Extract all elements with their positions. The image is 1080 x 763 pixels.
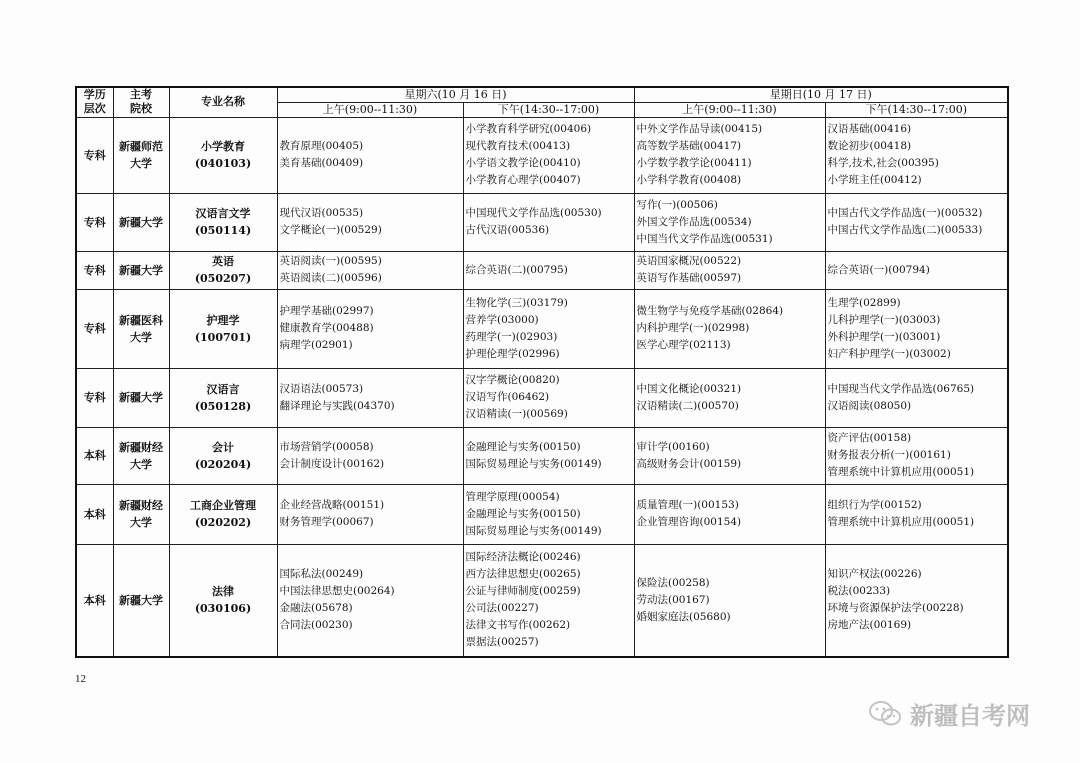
header-day-sunday: 星期日(10 月 17 日) bbox=[634, 87, 1008, 102]
school-name-line: 大学 bbox=[130, 157, 152, 170]
table-row bbox=[76, 251, 1008, 289]
major-name: 护理学 bbox=[206, 313, 240, 327]
subject-item: 内科护理学(一)(02998) bbox=[636, 322, 750, 334]
major-code: (050207) bbox=[194, 272, 252, 285]
subject-item: 西方法律思想史(00265) bbox=[465, 568, 581, 581]
watermark-text: 新疆自考网 bbox=[910, 702, 1030, 730]
subject-item: 保险法(00258) bbox=[636, 576, 710, 589]
school-name-line: 大学 bbox=[130, 457, 152, 471]
header-day-saturday: 星期六(10 月 16 日) bbox=[277, 87, 634, 102]
subject-item: 汉语阅读(08050) bbox=[827, 399, 912, 412]
cell-sat-pm-subjects bbox=[463, 193, 634, 251]
major-code: (050128) bbox=[194, 399, 252, 413]
cell-sun-am-subjects bbox=[634, 193, 825, 251]
subject-item: 汉语基础(00416) bbox=[827, 123, 912, 135]
subject-item: 现代汉语(00535) bbox=[279, 207, 364, 219]
subject-item: 管理系统中计算机应用(00051) bbox=[827, 516, 975, 528]
subject-item: 英语阅读(一)(00595) bbox=[279, 255, 382, 267]
cell-sun-pm-subjects bbox=[825, 193, 1008, 251]
cell-sun-am-subjects bbox=[634, 251, 825, 289]
subject-item: 婚姻家庭法(05680) bbox=[636, 610, 731, 623]
subject-item: 汉语写作(06462) bbox=[465, 391, 550, 403]
major-code: (050114) bbox=[194, 224, 252, 237]
subject-item: 公司法(00227) bbox=[465, 602, 539, 615]
subject-item: 企业经营战略(00151) bbox=[279, 499, 385, 511]
cell-sat-am-subjects bbox=[277, 544, 463, 657]
school-name-line: 新疆财经 bbox=[119, 440, 163, 454]
subject-item: 审计学(00160) bbox=[636, 440, 710, 453]
subject-item: 病理学(02901) bbox=[279, 339, 353, 351]
subject-item: 护理学基础(02997) bbox=[279, 305, 374, 317]
cell-level: 专科 bbox=[76, 117, 113, 193]
major-name: 小学教育 bbox=[201, 140, 245, 153]
cell-level: 专科 bbox=[76, 368, 113, 427]
subject-item: 翻译理论与实践(04370) bbox=[279, 399, 395, 412]
subject-item: 科学,技术,社会(00395) bbox=[827, 157, 939, 169]
subject-item: 国际贸易理论与实务(00149) bbox=[465, 524, 602, 537]
cell-school bbox=[113, 427, 169, 484]
table-row bbox=[76, 368, 1008, 427]
school-name-line: 新疆大学 bbox=[119, 593, 163, 607]
major-code: (020202) bbox=[194, 516, 252, 529]
table-row bbox=[76, 289, 1008, 368]
cell-school bbox=[113, 289, 169, 368]
subject-item: 国际私法(00249) bbox=[279, 568, 364, 581]
table-header bbox=[76, 87, 1008, 117]
subject-item: 高级财务会计(00159) bbox=[636, 457, 742, 470]
subject-item: 数论初步(00418) bbox=[827, 140, 912, 152]
cell-school bbox=[113, 544, 169, 657]
header-level: 学历 层次 bbox=[76, 87, 113, 117]
cell-school bbox=[113, 117, 169, 193]
cell-level: 专科 bbox=[76, 251, 113, 289]
subject-item: 财务管理学(00067) bbox=[279, 516, 374, 528]
table-row bbox=[76, 484, 1008, 544]
subject-item: 管理学原理(00054) bbox=[465, 490, 560, 503]
subject-item: 综合英语(一)(00794) bbox=[827, 263, 930, 276]
table-body bbox=[76, 117, 1008, 657]
subject-item: 小学教育科学研究(00406) bbox=[465, 123, 592, 135]
subject-item: 中国文化概论(00321) bbox=[636, 382, 742, 395]
cell-sun-am-subjects bbox=[634, 484, 825, 544]
cell-sun-am-subjects bbox=[634, 368, 825, 427]
subject-item: 质量管理(一)(00153) bbox=[636, 499, 739, 511]
cell-school bbox=[113, 251, 169, 289]
major-name: 会计 bbox=[212, 440, 234, 454]
subject-item: 法律文书写作(00262) bbox=[465, 619, 571, 632]
cell-sun-am-subjects bbox=[634, 427, 825, 484]
school-name-line: 新疆财经 bbox=[119, 499, 163, 512]
subject-item: 金融理论与实务(00150) bbox=[465, 440, 581, 453]
subject-item: 英语阅读(二)(00596) bbox=[279, 272, 382, 284]
subject-item: 环境与资源保护法学(00228) bbox=[827, 602, 964, 615]
major-code: (030106) bbox=[194, 602, 252, 616]
cell-level: 本科 bbox=[76, 427, 113, 484]
subject-item: 房地产法(00169) bbox=[827, 619, 912, 632]
school-name-line: 新疆大学 bbox=[119, 215, 163, 229]
cell-sun-am-subjects bbox=[634, 117, 825, 193]
subject-item: 国际经济法概论(00246) bbox=[465, 551, 581, 564]
cell-sun-pm-subjects bbox=[825, 289, 1008, 368]
cell-sun-pm-subjects bbox=[825, 251, 1008, 289]
school-name-line: 新疆大学 bbox=[119, 391, 163, 404]
cell-major bbox=[169, 289, 277, 368]
cell-major bbox=[169, 368, 277, 427]
cell-level: 本科 bbox=[76, 544, 113, 657]
major-name: 工商企业管理 bbox=[190, 499, 256, 512]
subject-item: 小学语文教学论(00410) bbox=[465, 157, 581, 169]
table-row bbox=[76, 544, 1008, 657]
cell-sun-am-subjects bbox=[634, 289, 825, 368]
subject-item: 微生物学与免疫学基础(02864) bbox=[636, 305, 784, 317]
subject-item: 劳动法(00167) bbox=[636, 593, 710, 606]
subject-item: 公证与律师制度(00259) bbox=[465, 585, 581, 598]
header-school: 主考 院校 bbox=[113, 87, 169, 117]
cell-sun-pm-subjects bbox=[825, 544, 1008, 657]
cell-sat-am-subjects bbox=[277, 251, 463, 289]
cell-sat-pm-subjects bbox=[463, 427, 634, 484]
cell-sun-pm-subjects bbox=[825, 368, 1008, 427]
subject-item: 中国法律思想史(00264) bbox=[279, 585, 395, 598]
subject-item: 中国古代文学作品选(二)(00533) bbox=[827, 224, 983, 236]
subject-item: 税法(00233) bbox=[827, 585, 891, 598]
subject-item: 综合英语(二)(00795) bbox=[465, 263, 568, 276]
subject-item: 教育原理(00405) bbox=[279, 140, 364, 152]
subject-item: 美育基础(00409) bbox=[279, 157, 364, 169]
subject-item: 中国古代文学作品选(一)(00532) bbox=[827, 207, 983, 219]
cell-level: 专科 bbox=[76, 193, 113, 251]
cell-school bbox=[113, 368, 169, 427]
subject-item: 小学数学教学论(00411) bbox=[636, 157, 752, 169]
school-name-line: 新疆师范 bbox=[119, 140, 163, 153]
subject-item: 生物化学(三)(03179) bbox=[465, 296, 568, 309]
header-major: 专业名称 bbox=[169, 87, 277, 117]
subject-item: 药理学(一)(02903) bbox=[465, 330, 558, 343]
subject-item: 管理系统中计算机应用(00051) bbox=[827, 466, 975, 478]
table-row bbox=[76, 193, 1008, 251]
cell-major bbox=[169, 117, 277, 193]
cell-sat-am-subjects bbox=[277, 484, 463, 544]
cell-sat-am-subjects bbox=[277, 193, 463, 251]
cell-sat-am-subjects bbox=[277, 289, 463, 368]
subject-item: 健康教育学(00488) bbox=[279, 322, 374, 334]
school-name-line: 新疆大学 bbox=[119, 263, 163, 277]
subject-item: 外国文学作品选(00534) bbox=[636, 215, 752, 228]
subject-item: 小学科学教育(00408) bbox=[636, 174, 742, 186]
subject-item: 汉语语法(00573) bbox=[279, 382, 364, 395]
subject-item: 生理学(02899) bbox=[827, 296, 901, 309]
school-name-line: 新疆医科 bbox=[119, 313, 163, 327]
page-number: 12 bbox=[75, 673, 86, 685]
cell-major bbox=[169, 544, 277, 657]
cell-level: 专科 bbox=[76, 289, 113, 368]
cell-sat-pm-subjects bbox=[463, 368, 634, 427]
subject-item: 古代汉语(00536) bbox=[465, 224, 550, 236]
subject-item: 资产评估(00158) bbox=[827, 432, 912, 444]
cell-school bbox=[113, 193, 169, 251]
cell-sun-am-subjects bbox=[634, 544, 825, 657]
subject-item: 外科护理学(一)(03001) bbox=[827, 330, 941, 343]
subject-item: 金融理论与实务(00150) bbox=[465, 507, 581, 520]
subject-item: 票据法(00257) bbox=[465, 636, 539, 649]
subject-item: 中国现当代文学作品选(06765) bbox=[827, 382, 975, 395]
cell-major bbox=[169, 427, 277, 484]
subject-item: 儿科护理学(一)(03003) bbox=[827, 313, 941, 326]
subject-item: 会计制度设计(00162) bbox=[279, 457, 385, 470]
subject-item: 文学概论(一)(00529) bbox=[279, 224, 382, 236]
major-name: 汉语言文学 bbox=[195, 207, 251, 220]
subject-item: 医学心理学(02113) bbox=[636, 339, 731, 351]
cell-sat-pm-subjects bbox=[463, 544, 634, 657]
school-name-line: 大学 bbox=[130, 330, 152, 344]
cell-sun-pm-subjects bbox=[825, 117, 1008, 193]
exam-schedule-table bbox=[75, 86, 1009, 658]
cell-sat-pm-subjects bbox=[463, 484, 634, 544]
major-code: (040103) bbox=[194, 157, 252, 170]
subject-item: 小学班主任(00412) bbox=[827, 174, 922, 186]
subject-item: 汉字学概论(00820) bbox=[465, 374, 560, 386]
subject-item: 知识产权法(00226) bbox=[827, 568, 922, 581]
major-name: 法律 bbox=[212, 585, 234, 599]
wechat-icon bbox=[868, 700, 902, 728]
table-row bbox=[76, 117, 1008, 193]
subject-item: 英语写作基础(00597) bbox=[636, 272, 742, 284]
subject-item: 企业管理咨询(00154) bbox=[636, 516, 742, 528]
table-row bbox=[76, 427, 1008, 484]
subject-item: 汉语精读(二)(00570) bbox=[636, 399, 739, 412]
subject-item: 护理伦理学(02996) bbox=[465, 347, 560, 360]
subject-item: 金融法(05678) bbox=[279, 602, 353, 615]
cell-sat-am-subjects bbox=[277, 427, 463, 484]
cell-sat-pm-subjects bbox=[463, 251, 634, 289]
subject-item: 高等数学基础(00417) bbox=[636, 140, 742, 152]
subject-item: 妇产科护理学(一)(03002) bbox=[827, 347, 951, 360]
cell-sat-pm-subjects bbox=[463, 117, 634, 193]
subject-item: 营养学(03000) bbox=[465, 313, 539, 326]
cell-sun-pm-subjects bbox=[825, 484, 1008, 544]
subject-item: 汉语精读(一)(00569) bbox=[465, 408, 568, 420]
subject-item: 中外文学作品导读(00415) bbox=[636, 123, 763, 135]
subject-item: 中国当代文学作品选(00531) bbox=[636, 232, 773, 245]
subject-item: 小学教育心理学(00407) bbox=[465, 174, 581, 186]
cell-major bbox=[169, 484, 277, 544]
subject-item: 现代教育技术(00413) bbox=[465, 140, 571, 152]
major-code: (100701) bbox=[194, 330, 252, 344]
header-slot-sat-pm: 下午(14:30--17:00) bbox=[463, 102, 634, 117]
cell-major bbox=[169, 251, 277, 289]
major-name: 英语 bbox=[212, 255, 234, 268]
subject-item: 合同法(00230) bbox=[279, 619, 353, 632]
header-slot-sun-am: 上午(9:00--11:30) bbox=[634, 102, 825, 117]
subject-item: 国际贸易理论与实务(00149) bbox=[465, 457, 602, 470]
subject-item: 英语国家概况(00522) bbox=[636, 255, 742, 267]
cell-sun-pm-subjects bbox=[825, 427, 1008, 484]
subject-item: 写作(一)(00506) bbox=[636, 198, 718, 211]
subject-item: 中国现代文学作品选(00530) bbox=[465, 207, 602, 219]
cell-major bbox=[169, 193, 277, 251]
cell-school bbox=[113, 484, 169, 544]
subject-item: 市场营销学(00058) bbox=[279, 440, 374, 453]
cell-sat-am-subjects bbox=[277, 368, 463, 427]
cell-level: 本科 bbox=[76, 484, 113, 544]
subject-item: 财务报表分析(一)(00161) bbox=[827, 449, 951, 461]
major-code: (020204) bbox=[194, 457, 252, 471]
major-name: 汉语言 bbox=[206, 382, 240, 396]
subject-item: 组织行为学(00152) bbox=[827, 499, 922, 511]
header-slot-sat-am: 上午(9:00--11:30) bbox=[277, 102, 463, 117]
cell-sat-am-subjects bbox=[277, 117, 463, 193]
watermark bbox=[868, 696, 1030, 731]
header-slot-sun-pm: 下午(14:30--17:00) bbox=[825, 102, 1008, 117]
cell-sat-pm-subjects bbox=[463, 289, 634, 368]
school-name-line: 大学 bbox=[130, 516, 152, 529]
